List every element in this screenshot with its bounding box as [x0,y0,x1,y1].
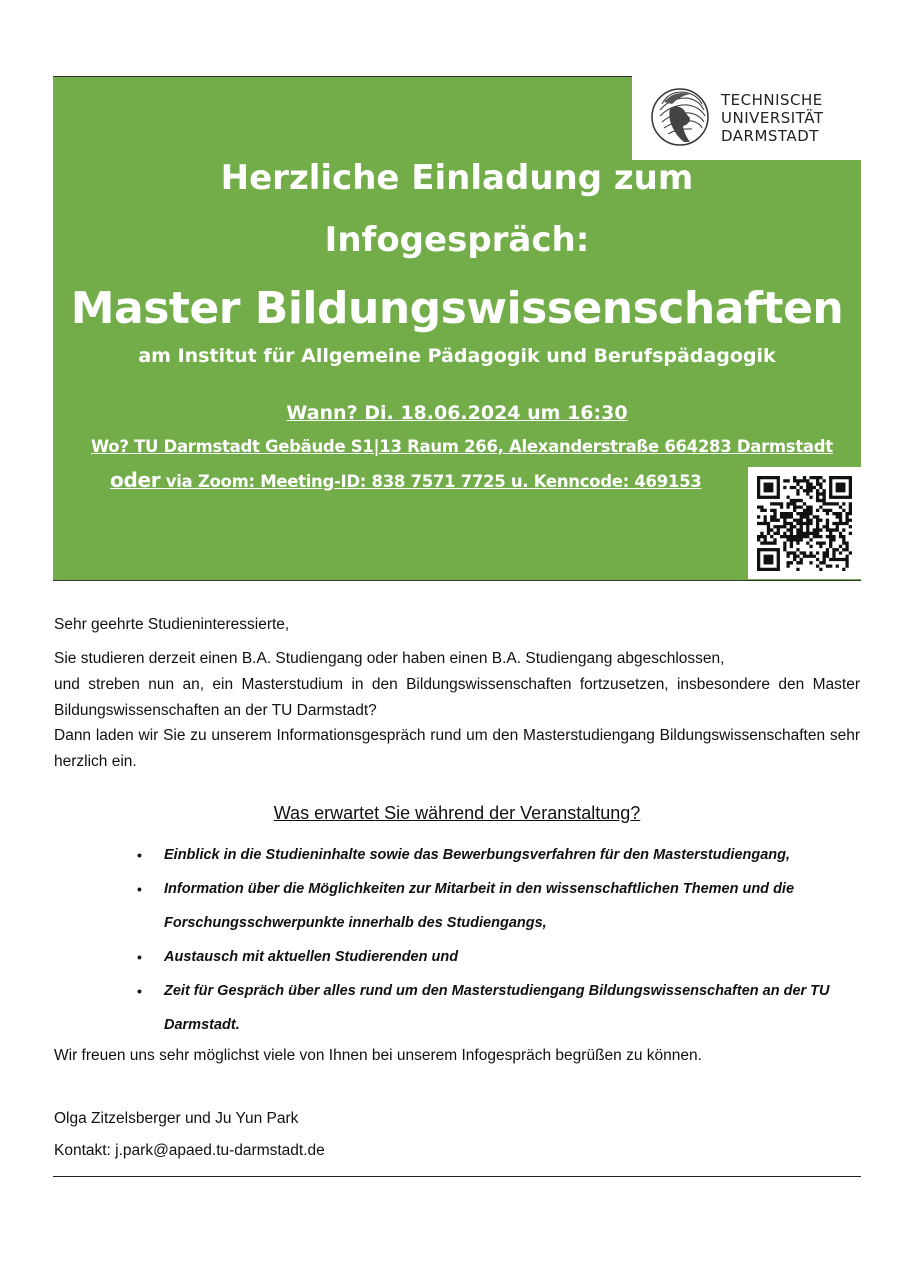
list-item-text: Information über die Möglichkeiten zur Mitarbeit in den wissenschaftlichen Themen und die Forschungsschwerpunkte innerhalb des Studiengangs, [164,881,795,931]
closing-sentence: Wir freuen uns sehr möglichst viele von Ihnen bei unserem Infogespräch begrüßen zu können. [54,1047,702,1064]
logo-line: UNIVERSITÄT [721,109,824,127]
invitation-title-line1: Herzliche Einladung zum [220,158,694,198]
program-title: Master Bildungswissenschaften [70,283,844,334]
agenda-list [137,838,864,1042]
event-location: Wo? TU Darmstadt Gebäude S1|13 Raum 266, Alexanderstraße 664283 Darmstadt [91,437,833,456]
tu-darmstadt-logo [632,76,861,160]
list-item-text: Austausch mit aktuellen Studierenden und [164,949,459,965]
greeting: Sehr geehrte Studieninteressierte, [54,616,290,633]
invitation-paragraph: Dann laden wir Sie zu unserem Informationsgespräch rund um den Masterstudiengang Bildungswissenschaften sehr herzlich ein. [54,727,860,770]
signature: Olga Zitzelsberger und Ju Yun Park [54,1110,299,1127]
agenda-heading: Was erwartet Sie während der Veranstaltung? [273,803,641,823]
list-item [137,872,864,940]
logo-line: TECHNISCHE [721,91,823,109]
logo-wordmark [721,91,824,145]
bullet-icon: • [137,881,142,897]
bullet-icon: • [137,847,142,863]
athena-head-icon [650,84,710,150]
zoom-qr-code[interactable] [748,467,861,579]
invitation-title-line2: Infogespräch: [324,220,590,260]
bottom-divider [53,1176,861,1177]
intro-line1: Sie studieren derzeit einen B.A. Studiengang oder haben einen B.A. Studiengang abgeschlossen, [54,650,725,667]
event-date-time: Wann? Di. 18.06.2024 um 16:30 [286,402,628,424]
bullet-icon: • [137,983,142,999]
institute-subtitle: am Institut für Allgemeine Pädagogik und Berufspädagogik [138,345,776,367]
zoom-details: via Zoom: Meeting-ID: 838 7571 7725 u. Kenncode: 469153 [160,472,702,491]
logo-line: DARMSTADT [721,127,819,145]
contact-info[interactable]: Kontakt: j.park@apaed.tu-darmstadt.de [54,1142,325,1159]
qr-code-icon [757,476,852,571]
zoom-prefix: oder [110,468,161,492]
list-item-text: Zeit für Gespräch über alles rund um den Masterstudiengang Bildungswissenschaften an der TU Darmstadt. [164,983,830,1033]
list-item [137,838,864,872]
list-item [137,974,864,1042]
list-item-text: Einblick in die Studieninhalte sowie das Bewerbungsverfahren für den Masterstudiengang, [164,847,791,863]
zoom-info [110,466,701,496]
list-item [137,940,864,974]
bullet-icon: • [137,949,142,965]
intro-paragraph: und streben nun an, ein Masterstudium in den Bildungswissenschaften fortzusetzen, insbesondere den Master Bildungswissenschaften an der TU Darmstadt? [54,676,860,719]
